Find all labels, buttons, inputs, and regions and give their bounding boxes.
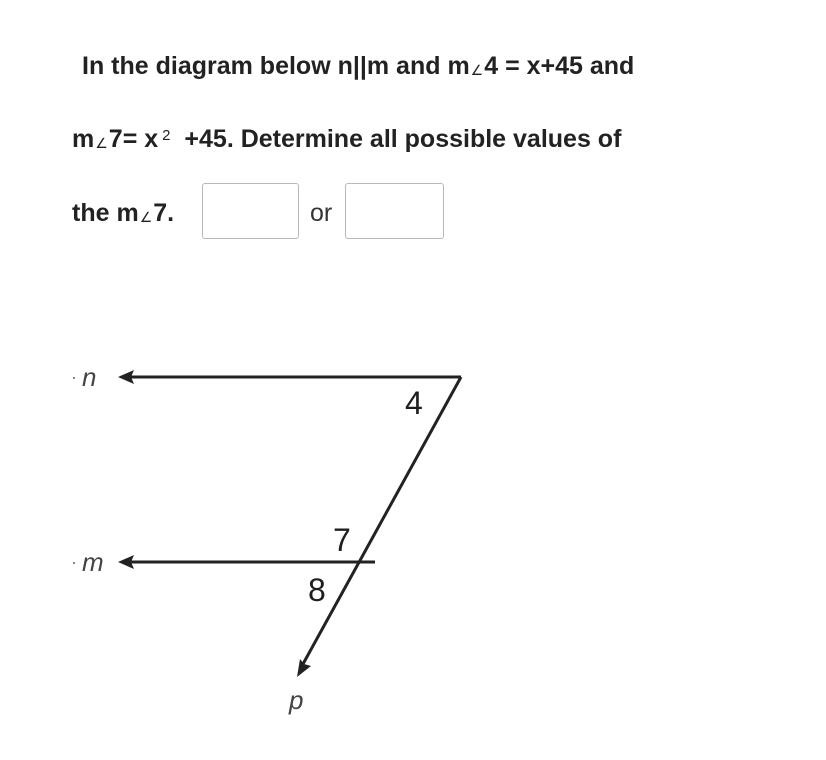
transversal-p (303, 377, 461, 664)
question-line-2: m∠7= x $^2$ +45. Determine all possible values of (72, 125, 622, 153)
question-line-1: In the diagram below n||m and m∠4 = x+45 and (82, 52, 635, 80)
line-m-label-tick (73, 562, 75, 564)
angle-7-label: 7 (333, 522, 351, 558)
line-p-label: p (289, 685, 304, 715)
line-n-label-tick (73, 377, 75, 379)
line-m-label: m (82, 547, 104, 577)
angle-4-label: 4 (405, 385, 423, 421)
line-n-label: n (82, 362, 97, 392)
question-line-3: the m∠7. (72, 199, 175, 227)
angle-8-label: 8 (308, 572, 326, 608)
or-label: or (310, 199, 333, 227)
exponent: 2 (162, 127, 171, 144)
